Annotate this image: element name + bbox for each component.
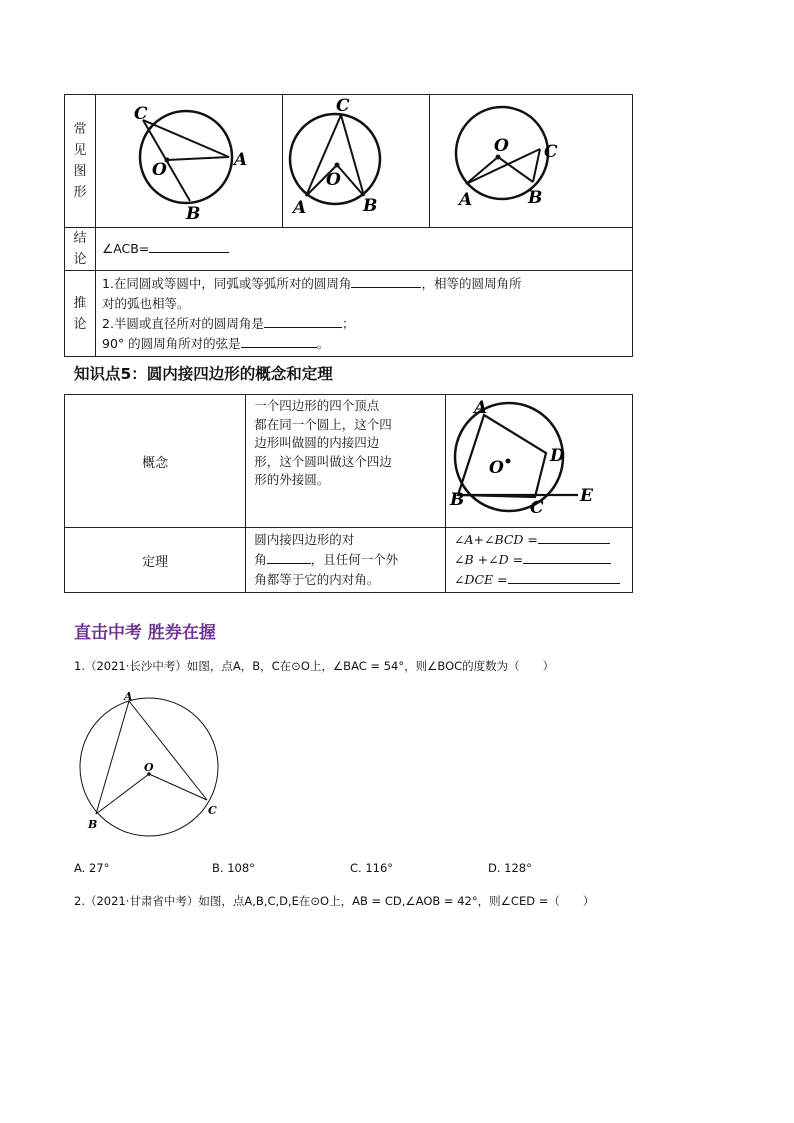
figure-center-inside (283, 95, 429, 223)
question-1-figure (74, 692, 234, 842)
text: ，相等的圆周角所 (421, 275, 522, 291)
text: ∠A+∠BCD = (454, 532, 538, 547)
label-b: B (528, 188, 543, 208)
question-2-text: 2.（2021·甘肃省中考）如图，点A,B,C,D,E在⊙O上，AB = CD,∠AOB = 42°，则∠CED =（ ） (74, 894, 595, 908)
concept-line: 都在同一个圆上，这个四 (254, 416, 392, 432)
answer-blank (351, 275, 421, 288)
circle-angle-table (64, 94, 633, 357)
equation-1 (454, 530, 624, 550)
option-d[interactable]: D. 128° (488, 861, 532, 875)
theorem-label-cell (65, 528, 246, 593)
answer-blank (538, 531, 610, 544)
text: 角 (254, 552, 267, 567)
section-heading: 直击中考 胜券在握 (74, 623, 216, 643)
equation-3 (454, 570, 624, 590)
quadrilateral-figure-cell (446, 395, 633, 528)
label-c: C (544, 142, 558, 162)
option-a[interactable]: A. 27° (74, 861, 110, 875)
answer-blank (149, 240, 229, 253)
corollary-cell (96, 271, 633, 357)
inscribed-quadrilateral-table (64, 394, 633, 593)
figure-center-outside (430, 95, 632, 223)
label-a: A (234, 150, 248, 170)
label-o: O (152, 160, 167, 180)
label-char: 论 (73, 252, 87, 267)
row-label-conclusion (65, 228, 96, 271)
label-d: D (550, 446, 565, 466)
answer-blank (241, 335, 317, 348)
label-char: 形 (73, 185, 87, 200)
theorem-label: 定理 (142, 554, 169, 570)
option-b[interactable]: B. 108° (212, 861, 255, 875)
concept-line: 形的外接圆。 (254, 472, 330, 487)
concept-text-cell (246, 395, 446, 528)
label-char: 图 (73, 164, 87, 179)
label-c: C (530, 498, 544, 518)
figure-cell-2 (283, 95, 430, 228)
figure-inscribed-quadrilateral (446, 395, 632, 523)
concept-line: 边形叫做圆的内接四边 (254, 435, 380, 450)
conclusion-text: ∠ACB= (102, 241, 150, 256)
concept-line: 形，这个圆叫做这个四边 (254, 453, 392, 469)
label-b: B (88, 818, 98, 831)
label-c: C (134, 104, 148, 124)
text: 。 (316, 335, 330, 351)
label-o: O (326, 170, 341, 190)
concept-label: 概念 (142, 455, 169, 471)
text: ； (341, 315, 355, 331)
corollary-line-4 (102, 334, 626, 354)
conclusion-cell (96, 228, 633, 271)
label-char: 论 (73, 316, 87, 332)
answer-blank (508, 571, 620, 584)
question-1-text: 1.（2021·长沙中考）如图，点A，B，C在⊙O上，∠BAC = 54°，则∠BOC的度数为（ ） (74, 659, 555, 673)
answer-blank (264, 315, 342, 328)
option-c[interactable]: C. 116° (350, 861, 394, 875)
label-b: B (186, 204, 201, 223)
label-b: B (363, 196, 378, 216)
row-label-common-figures (65, 95, 96, 228)
theorem-line-3: 角都等于它的内对角。 (254, 572, 380, 587)
theorem-line-2 (254, 550, 437, 570)
label-o: O (494, 136, 509, 156)
figure-cell-3 (430, 95, 633, 228)
figure-diameter-angle (96, 95, 282, 223)
text: ∠DCE = (454, 572, 508, 587)
label-char: 推 (73, 295, 87, 311)
figure-cell-1 (96, 95, 283, 228)
corollary-line-3 (102, 314, 626, 334)
answer-blank (523, 551, 611, 564)
label-char: 结 (73, 231, 87, 246)
theorem-line-1: 圆内接四边形的对 (254, 532, 355, 547)
text: 1.在同圆或等圆中，同弧或等弧所对的圆周角 (102, 275, 352, 291)
theorem-text-cell (246, 528, 446, 593)
label-a: A (293, 198, 307, 218)
row-label-corollary (65, 271, 96, 357)
label-c: C (336, 96, 350, 116)
label-a: A (124, 692, 133, 703)
label-e: E (580, 486, 593, 506)
label-a: A (459, 190, 473, 210)
corollary-line-1 (102, 274, 626, 294)
theorem-equations-cell (446, 528, 633, 593)
label-char: 常 (73, 122, 87, 137)
label-a: A (474, 398, 488, 418)
label-c: C (208, 804, 217, 817)
knowledge-point-5-heading: 知识点5：圆内接四边形的概念和定理 (74, 365, 333, 383)
text: 90° 的圆周角所对的弦是 (102, 335, 241, 351)
label-char: 见 (73, 143, 87, 158)
concept-label-cell (65, 395, 246, 528)
label-o: O (489, 458, 504, 478)
label-o: O (144, 761, 154, 774)
text: 2.半圆或直径所对的圆周角是 (102, 315, 264, 331)
corollary-line-2: 对的弧也相等。 (102, 295, 190, 311)
answer-blank (267, 551, 311, 564)
concept-line: 一个四边形的四个顶点 (254, 398, 380, 413)
label-b: B (450, 490, 465, 510)
equation-2 (454, 550, 624, 570)
text: ∠B +∠D = (454, 552, 524, 567)
text: ，且任何一个外 (310, 552, 399, 567)
